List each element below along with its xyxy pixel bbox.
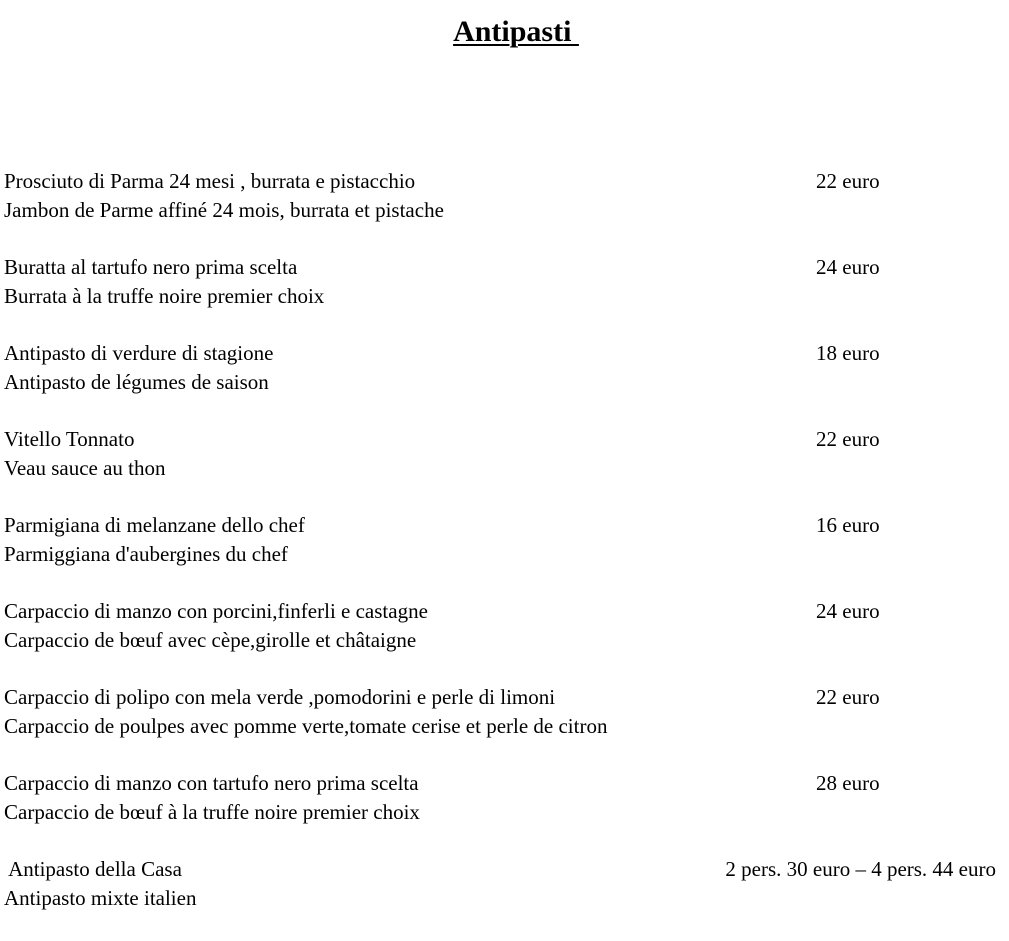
menu-title: Antipasti	[453, 15, 579, 48]
menu-item	[4, 683, 1004, 769]
price: 16 euro	[816, 513, 880, 537]
menu-item	[4, 511, 1004, 597]
french-name: Carpaccio de bœuf à la truffe noire premier choix	[4, 800, 420, 824]
menu-item	[4, 855, 1004, 941]
french-name: Carpaccio de bœuf avec cèpe,girolle et châtaigne	[4, 628, 417, 652]
french-name: Antipasto mixte italien	[4, 886, 197, 910]
french-name: Veau sauce au thon	[4, 456, 166, 480]
menu-item	[4, 769, 1004, 855]
italian-name: Vitello Tonnato	[4, 427, 135, 451]
menu-item	[4, 425, 1004, 511]
price: 22 euro	[816, 427, 880, 451]
italian-name: Carpaccio di manzo con porcini,finferli e castagne	[4, 599, 428, 623]
price: 22 euro	[816, 685, 880, 709]
menu-item	[4, 253, 1004, 339]
italian-name: Antipasto della Casa	[4, 857, 182, 881]
french-name: Burrata à la truffe noire premier choix	[4, 284, 325, 308]
price: 24 euro	[816, 255, 880, 279]
menu-item	[4, 597, 1004, 683]
italian-name: Carpaccio di polipo con mela verde ,pomodorini e perle di limoni	[4, 685, 556, 709]
french-name: Antipasto de légumes de saison	[4, 370, 269, 394]
menu-item	[4, 339, 1004, 425]
italian-name: Carpaccio di manzo con tartufo nero prima scelta	[4, 771, 419, 795]
french-name: Carpaccio de poulpes avec pomme verte,tomate cerise et perle de citron	[4, 714, 608, 738]
french-name: Jambon de Parme affiné 24 mois, burrata et pistache	[4, 198, 444, 222]
italian-name: Prosciuto di Parma 24 mesi , burrata e pistacchio	[4, 169, 416, 193]
italian-name: Parmigiana di melanzane dello chef	[4, 513, 305, 537]
price: 18 euro	[816, 341, 880, 365]
menu-item	[4, 167, 1004, 253]
price: 24 euro	[816, 599, 880, 623]
price: 22 euro	[816, 169, 880, 193]
price: 28 euro	[816, 771, 880, 795]
italian-name: Buratta al tartufo nero prima scelta	[4, 255, 298, 279]
menu-list	[4, 167, 1004, 941]
price: 2 pers. 30 euro – 4 pers. 44 euro	[725, 857, 996, 881]
french-name: Parmiggiana d'aubergines du chef	[4, 542, 288, 566]
italian-name: Antipasto di verdure di stagione	[4, 341, 274, 365]
